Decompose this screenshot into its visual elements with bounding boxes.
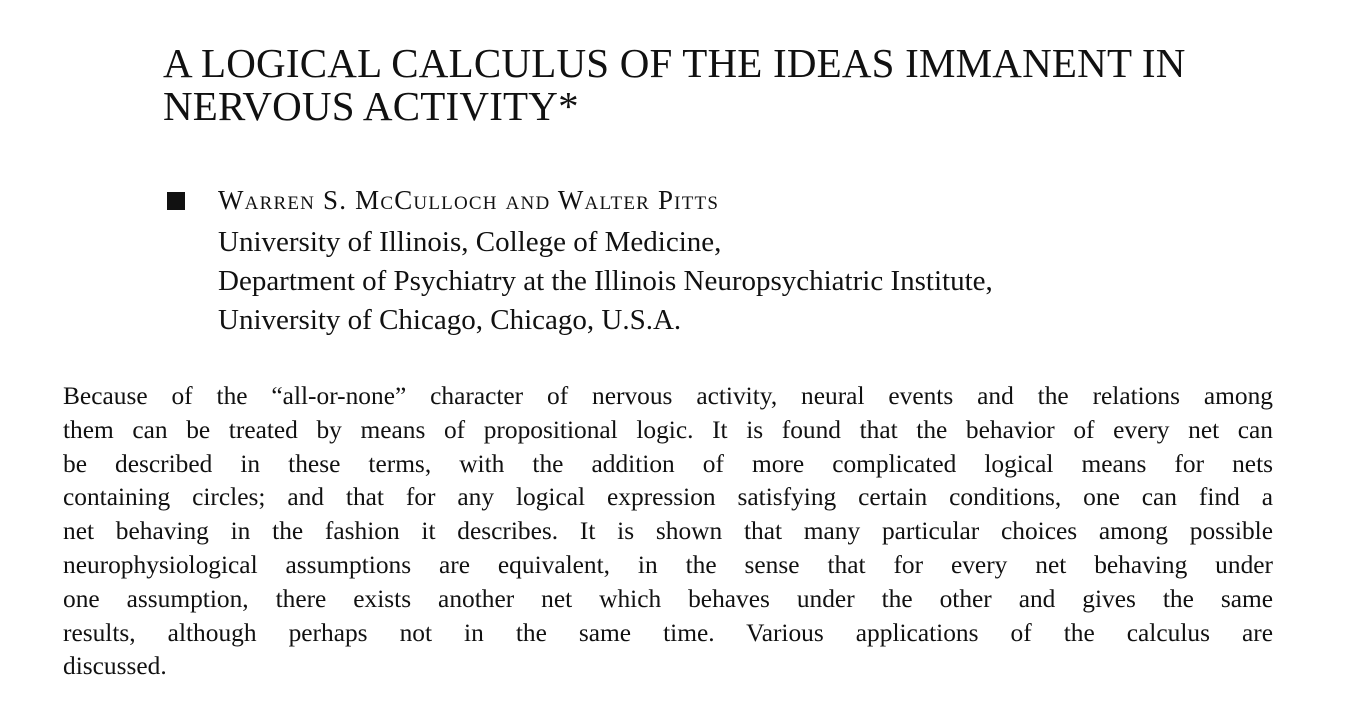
author-affiliation [218,223,993,340]
abstract-line: them can be treated by means of propositional logic. It is found that the behavior of every net can [63,415,1273,444]
affiliation-line: University of Illinois, College of Medicine, [218,226,722,258]
abstract-line: Because of the “all-or-none” character of nervous activity, neural events and the relations among [63,382,1273,410]
abstract [63,380,1273,684]
abstract-line: neurophysiological assumptions are equivalent, in the sense that for every net behaving under [63,550,1273,579]
abstract-line: one assumption, there exists another net which behaves under the other and gives the same [63,584,1273,613]
affiliation-line: University of Chicago, Chicago, U.S.A. [218,304,682,336]
author-bullet-square [167,192,185,210]
affiliation-line: Department of Psychiatry at the Illinois Neuropsychiatric Institute, [218,265,993,297]
paper-title [163,42,1283,128]
author-names: Warren S. McCulloch and Walter Pitts [218,185,720,215]
abstract-line: be described in these terms, with the addition of more complicated logical means for nets [63,449,1273,478]
abstract-line: containing circles; and that for any logical expression satisfying certain conditions, one can find a [63,483,1273,512]
paper-title-line: NERVOUS ACTIVITY* [163,83,579,129]
abstract-line: results, although perhaps not in the same time. Various applications of the calculus are [63,618,1273,647]
abstract-line: discussed. [63,652,167,681]
abstract-line: net behaving in the fashion it describes. It is shown that many particular choices among possible [63,517,1273,546]
paper-title-line: A LOGICAL CALCULUS OF THE IDEAS IMMANENT IN [163,40,1186,86]
